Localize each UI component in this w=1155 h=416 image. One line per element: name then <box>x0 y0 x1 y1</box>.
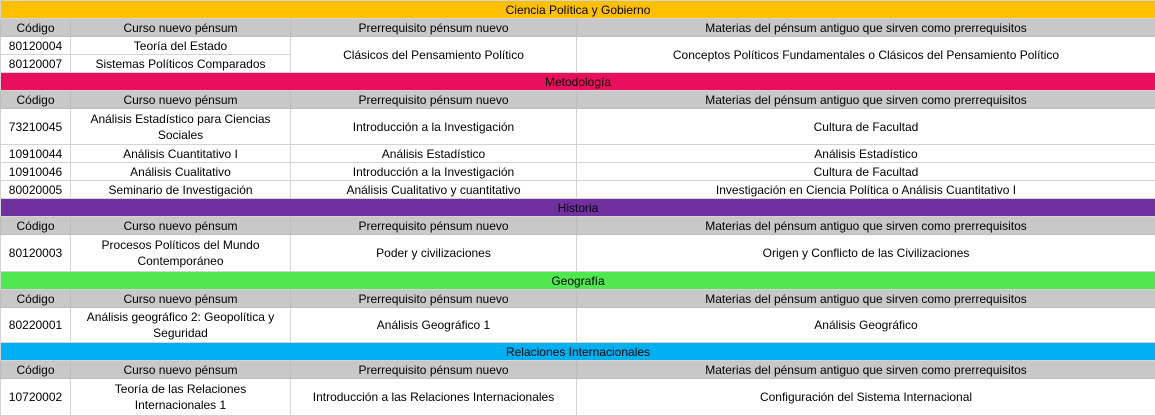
cell-codigo: 10910046 <box>1 163 71 181</box>
cell-codigo: 80120003 <box>1 235 71 272</box>
header-codigo: Código <box>1 361 71 379</box>
cell-materias-antiguo: Cultura de Facultad <box>577 163 1155 181</box>
cell-curso: Teoría de las Relaciones Internacionales 1 <box>71 379 291 416</box>
cell-curso: Análisis Estadístico para Ciencias Sociales <box>71 109 291 145</box>
cell-prerrequisito: Clásicos del Pensamiento Político <box>291 37 577 73</box>
cell-materias-antiguo: Cultura de Facultad <box>577 109 1155 145</box>
cell-codigo: 10910044 <box>1 145 71 163</box>
cell-materias-antiguo: Análisis Geográfico <box>577 308 1155 343</box>
header-materias-antiguo: Materias del pénsum antiguo que sirven como prerrequisitos <box>577 217 1155 235</box>
cell-materias-antiguo: Configuración del Sistema Internacional <box>577 379 1155 416</box>
cell-prerrequisito: Análisis Geográfico 1 <box>291 308 577 343</box>
section-title: Geografía <box>1 272 1155 290</box>
header-materias-antiguo: Materias del pénsum antiguo que sirven como prerrequisitos <box>577 19 1155 37</box>
header-codigo: Código <box>1 19 71 37</box>
cell-curso: Procesos Políticos del Mundo Contemporáneo <box>71 235 291 272</box>
table-row <box>1 308 1155 343</box>
header-materias-antiguo: Materias del pénsum antiguo que sirven como prerrequisitos <box>577 361 1155 379</box>
header-codigo: Código <box>1 217 71 235</box>
cell-curso: Análisis geográfico 2: Geopolítica y Seguridad <box>71 308 291 343</box>
cell-curso: Seminario de Investigación <box>71 181 291 199</box>
cell-prerrequisito: Introducción a las Relaciones Internacionales <box>291 379 577 416</box>
column-header-row <box>1 361 1155 379</box>
cell-codigo: 10720002 <box>1 379 71 416</box>
cell-curso: Sistemas Políticos Comparados <box>71 55 291 73</box>
cell-curso: Teoría del Estado <box>71 37 291 55</box>
section-header-geografia <box>1 272 1155 290</box>
section-header-ciencia-politica <box>1 1 1155 19</box>
cell-prerrequisito: Introducción a la Investigación <box>291 163 577 181</box>
header-prerrequisito: Prerrequisito pénsum nuevo <box>291 361 577 379</box>
cell-prerrequisito: Introducción a la Investigación <box>291 109 577 145</box>
column-header-row <box>1 217 1155 235</box>
column-header-row <box>1 19 1155 37</box>
header-prerrequisito: Prerrequisito pénsum nuevo <box>291 19 577 37</box>
header-prerrequisito: Prerrequisito pénsum nuevo <box>291 91 577 109</box>
header-prerrequisito: Prerrequisito pénsum nuevo <box>291 290 577 308</box>
section-title: Historia <box>1 199 1155 217</box>
header-prerrequisito: Prerrequisito pénsum nuevo <box>291 217 577 235</box>
cell-codigo: 80220001 <box>1 308 71 343</box>
cell-curso: Análisis Cualitativo <box>71 163 291 181</box>
header-curso: Curso nuevo pénsum <box>71 217 291 235</box>
table-row <box>1 37 1155 55</box>
table-row <box>1 181 1155 199</box>
header-curso: Curso nuevo pénsum <box>71 19 291 37</box>
section-header-metodologia <box>1 73 1155 91</box>
column-header-row <box>1 91 1155 109</box>
table-row <box>1 163 1155 181</box>
cell-prerrequisito: Poder y civilizaciones <box>291 235 577 272</box>
column-header-row <box>1 290 1155 308</box>
cell-materias-antiguo: Conceptos Políticos Fundamentales o Clásicos del Pensamiento Político <box>577 37 1155 73</box>
cell-materias-antiguo: Origen y Conflicto de las Civilizaciones <box>577 235 1155 272</box>
section-title: Ciencia Política y Gobierno <box>1 1 1155 19</box>
cell-materias-antiguo: Investigación en Ciencia Política o Análisis Cuantitativo I <box>577 181 1155 199</box>
table-row <box>1 145 1155 163</box>
section-title: Metodología <box>1 73 1155 91</box>
table-row <box>1 109 1155 145</box>
section-title: Relaciones Internacionales <box>1 343 1155 361</box>
section-header-relaciones-internacionales <box>1 343 1155 361</box>
cell-prerrequisito: Análisis Cualitativo y cuantitativo <box>291 181 577 199</box>
header-curso: Curso nuevo pénsum <box>71 290 291 308</box>
header-codigo: Código <box>1 91 71 109</box>
cell-curso: Análisis Cuantitativo I <box>71 145 291 163</box>
cell-materias-antiguo: Análisis Estadístico <box>577 145 1155 163</box>
cell-prerrequisito: Análisis Estadístico <box>291 145 577 163</box>
cell-codigo: 73210045 <box>1 109 71 145</box>
section-header-historia <box>1 199 1155 217</box>
table-row <box>1 379 1155 416</box>
header-curso: Curso nuevo pénsum <box>71 361 291 379</box>
cell-codigo: 80120007 <box>1 55 71 73</box>
header-codigo: Código <box>1 290 71 308</box>
header-materias-antiguo: Materias del pénsum antiguo que sirven como prerrequisitos <box>577 290 1155 308</box>
cell-codigo: 80020005 <box>1 181 71 199</box>
table-row <box>1 235 1155 272</box>
header-curso: Curso nuevo pénsum <box>71 91 291 109</box>
header-materias-antiguo: Materias del pénsum antiguo que sirven como prerrequisitos <box>577 91 1155 109</box>
cell-codigo: 80120004 <box>1 37 71 55</box>
